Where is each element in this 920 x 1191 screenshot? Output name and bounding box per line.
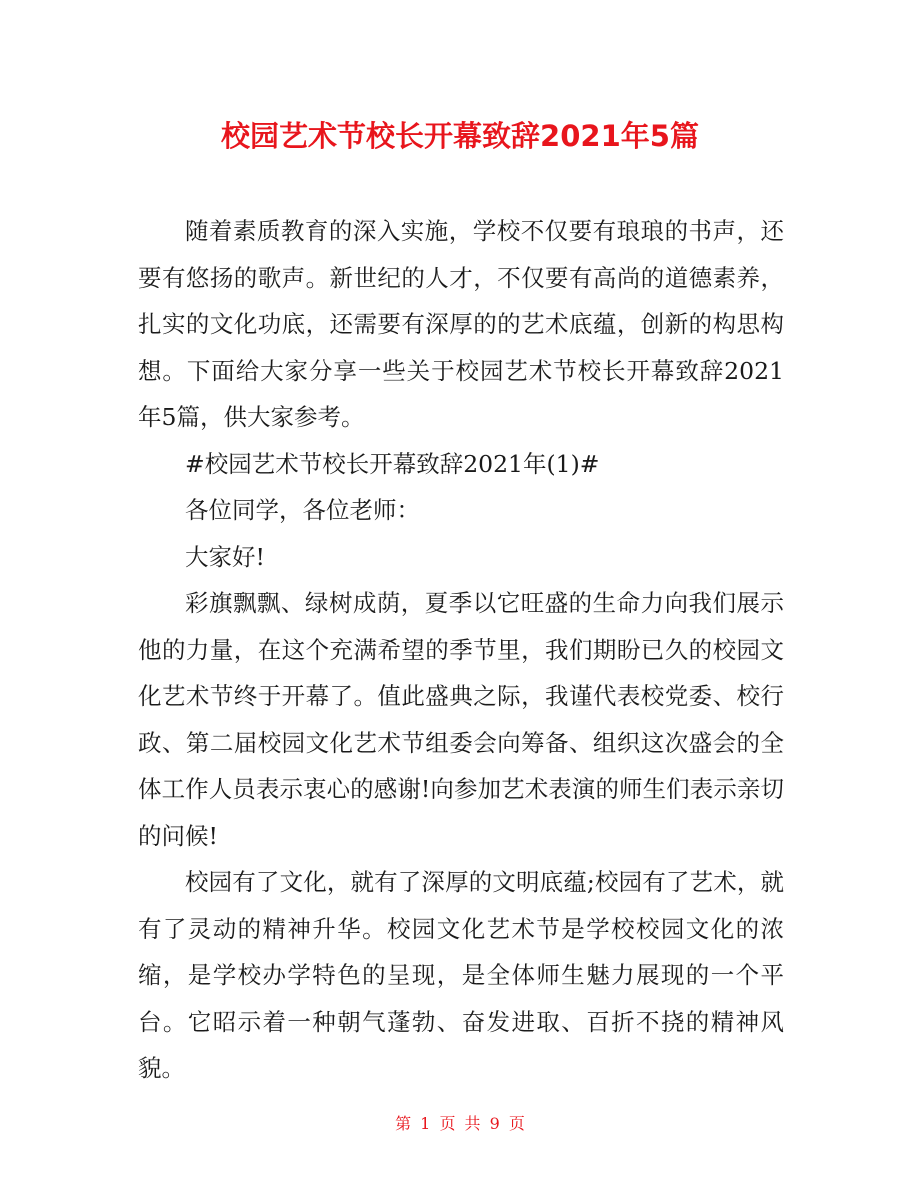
- body-paragraph: 校园有了文化，就有了深厚的文明底蕴;校园有了艺术，就有了灵动的精神升华。校园文化艺术节是学校校园文化的浓缩，是学校办学特色的呈现，是全体师生魅力展现的一个平台。它昭示着一种朝气蓬勃、奋发进取、百折不挠的精神风貌。: [138, 868, 784, 1082]
- document-body: [138, 208, 784, 1092]
- greeting-paragraph: 大家好!: [185, 542, 265, 571]
- intro-paragraph: 随着素质教育的深入实施，学校不仅要有琅琅的书声，还要有悠扬的歌声。新世纪的人才，不仅要有高尚的道德素养，扎实的文化功底，还需要有深厚的的艺术底蕴，创新的构思构想。下面给大家分享一些关于校园艺术节校长开幕致辞2021年5篇，供大家参考。: [138, 217, 784, 431]
- document-title: 校园艺术节校长开幕致辞2021年5篇: [221, 119, 699, 153]
- page-number-footer: 第 1 页 共 9 页: [395, 1114, 525, 1133]
- body-paragraph: 彩旗飘飘、绿树成荫，夏季以它旺盛的生命力向我们展示他的力量，在这个充满希望的季节里，我们期盼已久的校园文化艺术节终于开幕了。值此盛典之际，我谨代表校党委、校行政、第二届校园文化艺术节组委会向筹备、组织这次盛会的全体工作人员表示衷心的感谢!向参加艺术表演的师生们表示亲切的问候!: [138, 589, 784, 850]
- salutation-paragraph: 各位同学，各位老师：: [185, 496, 420, 524]
- section-heading: #校园艺术节校长开幕致辞2021年(1)#: [185, 449, 600, 478]
